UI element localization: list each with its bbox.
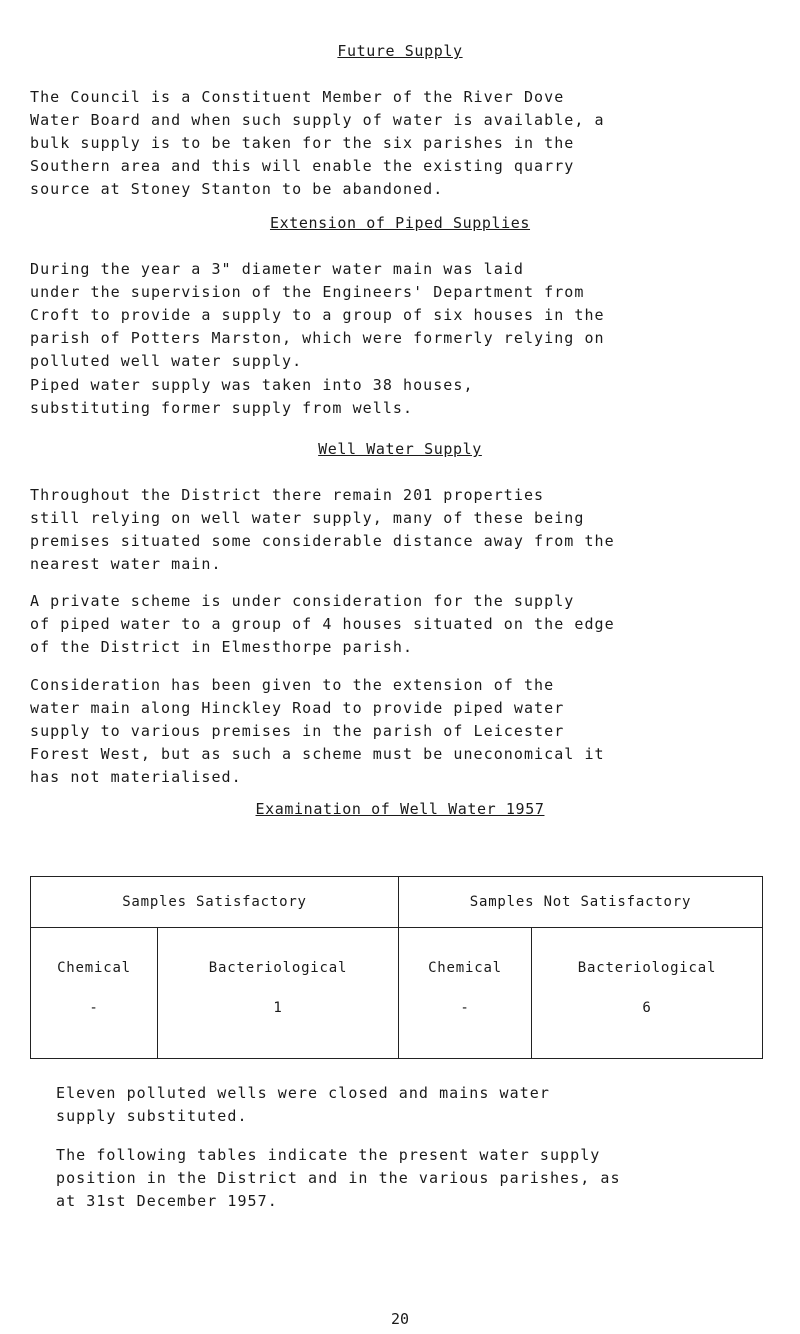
paragraph-following-tables: The following tables indicate the present water supply position in the District and in the various parishes, as at 31st December 1957. <box>56 1146 621 1210</box>
paragraph-well-water-1: Throughout the District there remain 201 properties still relying on well water supply, many of these being premises situated some considerable distance away from the nearest water main. <box>30 486 615 573</box>
cell-value: - <box>89 1000 99 1016</box>
paragraph-extension-2: Piped water supply was taken into 38 houses, substituting former supply from wells. <box>30 376 474 417</box>
cell-not-satisfactory-bacteriological <box>532 928 763 1059</box>
header-samples-not-satisfactory: Samples Not Satisfactory <box>399 877 763 928</box>
cell-not-satisfactory-chemical <box>399 928 532 1059</box>
column-label: Chemical <box>428 960 502 976</box>
cell-value: 6 <box>642 1000 652 1016</box>
column-label: Bacteriological <box>208 960 348 976</box>
cell-satisfactory-bacteriological <box>158 928 399 1059</box>
heading-well-water: Well Water Supply <box>318 440 482 458</box>
heading-examination: Examination of Well Water 1957 <box>255 800 545 818</box>
paragraph-extension-1: During the year a 3" diameter water main was laid under the supervision of the Engineers' Department from Croft to provide a supply to a group of six houses in the parish of Potters Marston, which were formerly relying on polluted well water supply. <box>30 260 605 370</box>
heading-future-supply: Future Supply <box>337 42 463 60</box>
table-row <box>31 928 763 1059</box>
header-samples-satisfactory: Samples Satisfactory <box>31 877 399 928</box>
column-label: Chemical <box>57 960 131 976</box>
paragraph-closed-wells: Eleven polluted wells were closed and mains water supply substituted. <box>56 1084 550 1125</box>
paragraph-future-supply: The Council is a Constituent Member of the River Dove Water Board and when such supply of water is available, a bulk supply is to be taken for the six parishes in the Southern area and this will enable the existing quarry source at Stoney Stanton to be abandoned. <box>30 88 605 198</box>
heading-extension: Extension of Piped Supplies <box>269 214 531 232</box>
cell-value: 1 <box>273 1000 283 1016</box>
page-number: 20 <box>390 1310 410 1328</box>
column-label: Bacteriological <box>577 960 717 976</box>
examination-table <box>30 876 763 1059</box>
cell-satisfactory-chemical <box>31 928 158 1059</box>
paragraph-well-water-2: A private scheme is under consideration for the supply of piped water to a group of 4 houses situated on the edge of the District in Elmesthorpe parish. <box>30 592 615 656</box>
paragraph-well-water-3: Consideration has been given to the extension of the water main along Hinckley Road to provide piped water supply to various premises in the parish of Leicester Forest West, but as such a scheme must be uneconomical it has not materialised. <box>30 676 605 786</box>
table-header-row <box>31 877 763 928</box>
cell-value: - <box>460 1000 470 1016</box>
